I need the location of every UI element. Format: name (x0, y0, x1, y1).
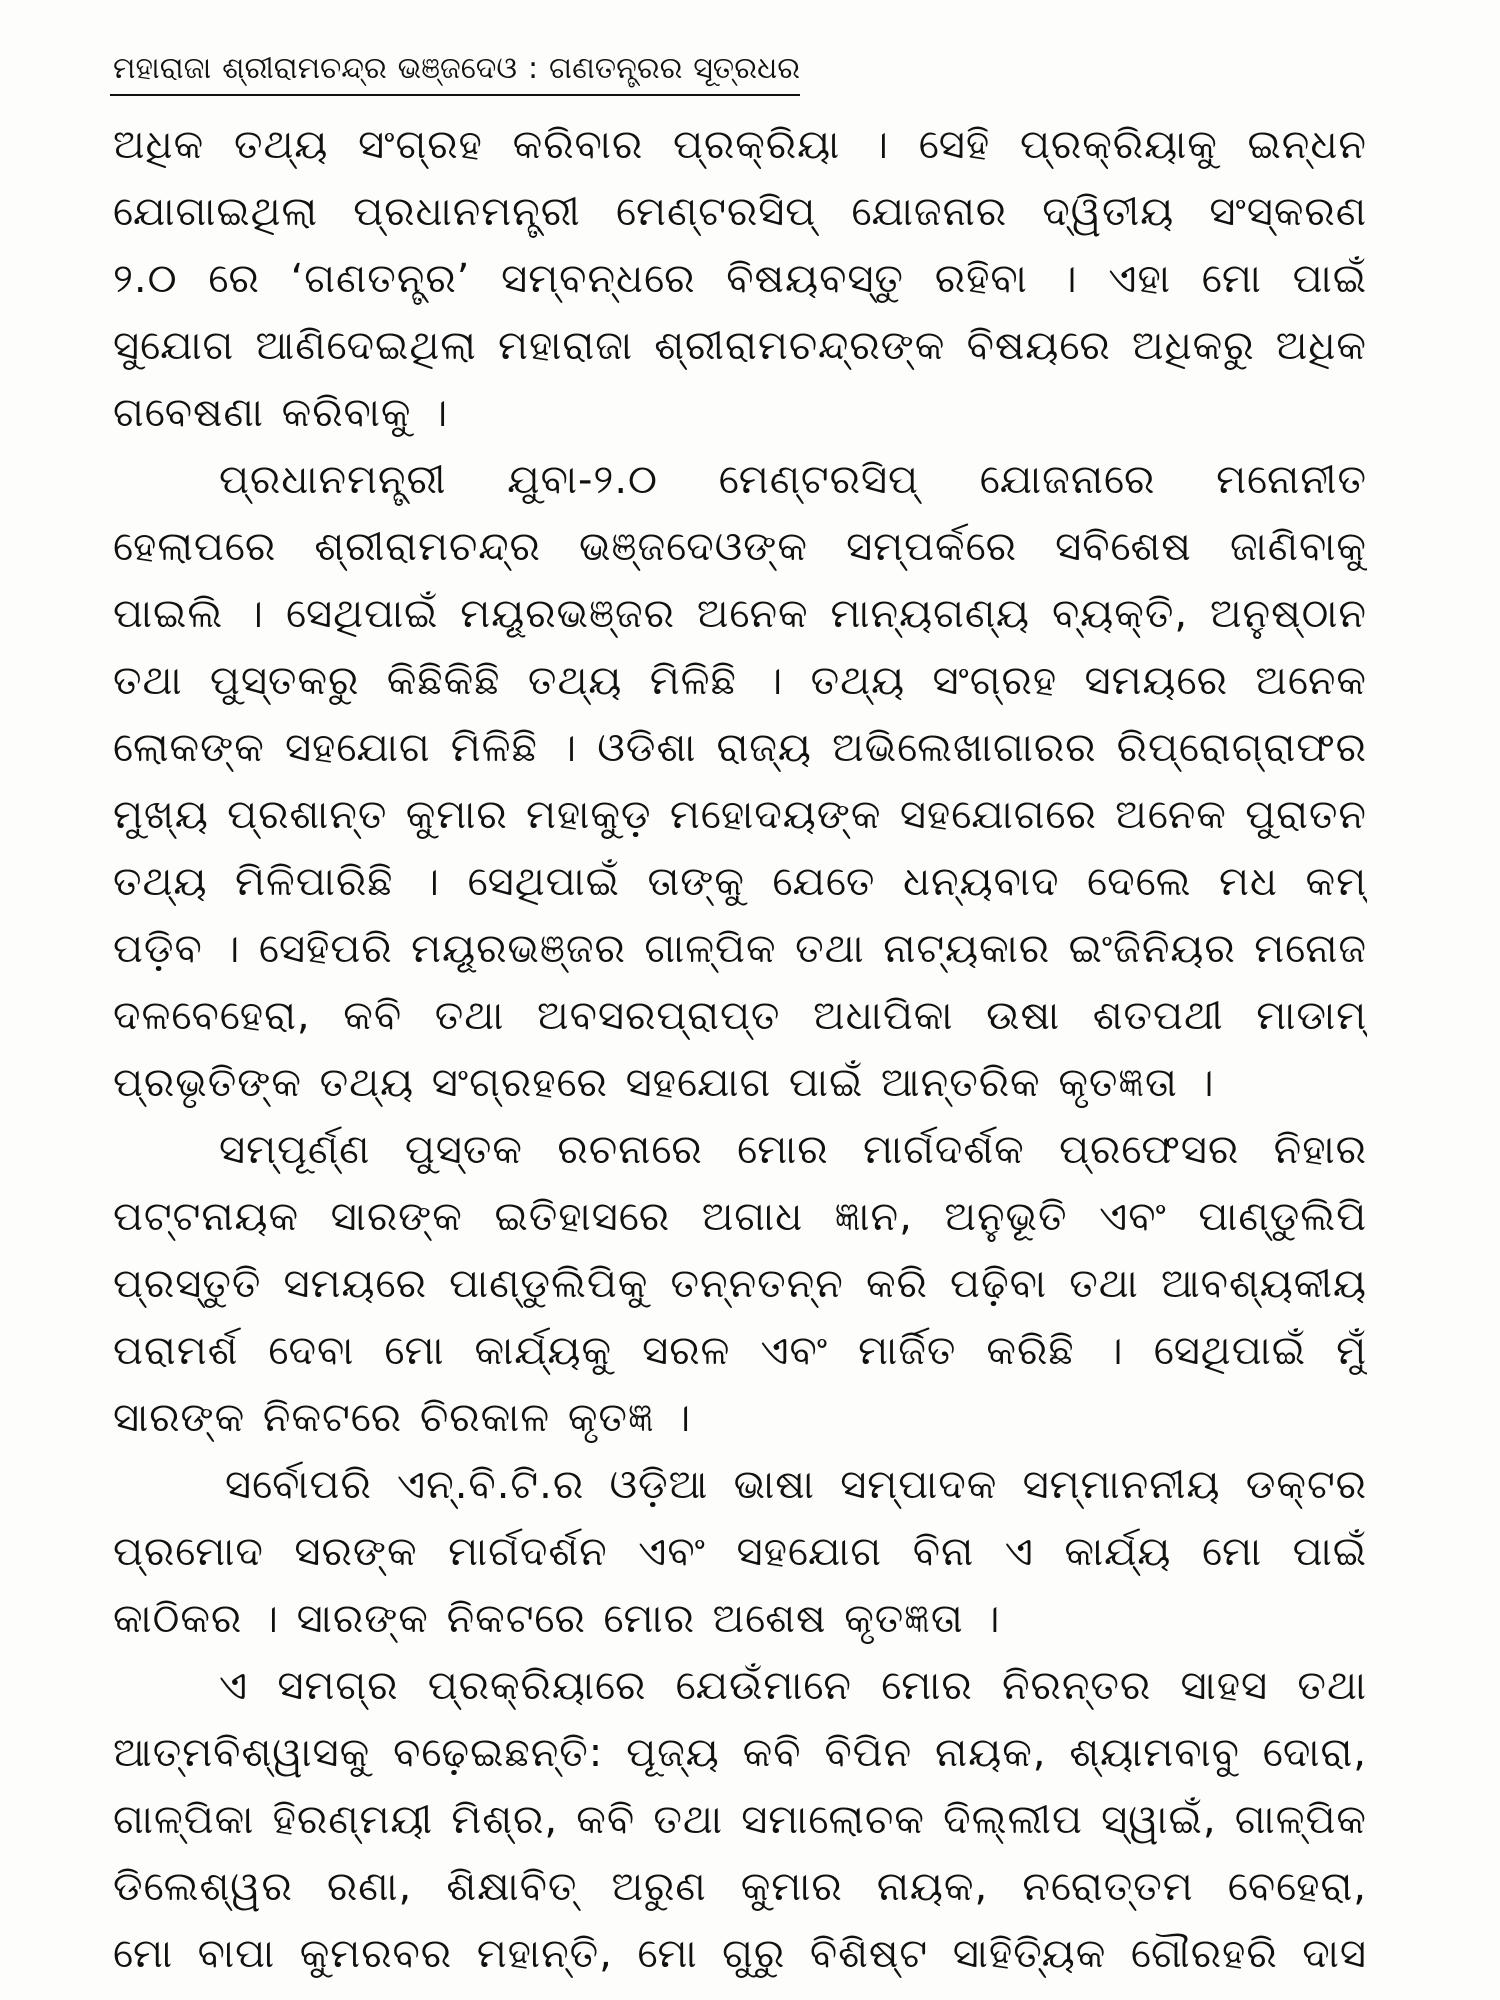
text-line: ତଥା ପୁସ୍ତକରୁ କିଛିକିଛି ତଥ୍ୟ ମିଳିଛି । ତଥ୍ୟ ସଂଗ୍ରହ ସମୟରେ ଅନେକ (113, 658, 1367, 704)
text-line: ମୋ ବାପା କୁମରବର ମହାନ୍ତି, ମୋ ଗୁରୁ ବିଶିଷ୍ଟ ସାହିତ୍ୟିକ ଗୌରହରି ଦାସ (113, 1931, 1367, 1977)
body-text (113, 112, 1367, 1988)
paragraph (113, 1653, 1367, 1988)
paragraph (113, 1452, 1367, 1653)
text-line: ପ୍ରଧାନମନ୍ତ୍ରୀ ଯୁବା-୨.୦ ମେଣ୍ଟରସିପ୍ ଯୋଜନାରେ ମନୋନୀତ (219, 457, 1367, 503)
text-line: ସମ୍ପୂର୍ଣ୍ଣ ପୁସ୍ତକ ରଚନାରେ ମୋର ମାର୍ଗଦର୍ଶକ ପ୍ରଫେସର ନିହାର (219, 1127, 1367, 1173)
text-line: ଲୋକଙ୍କ ସହଯୋଗ ମିଳିଛି । ଓଡିଶା ରାଜ୍ୟ ଅଭିଲେଖାଗାରର ରିପ୍ରୋଗ୍ରାଫର (113, 725, 1367, 771)
text-line: ଡିଲେଶ୍ୱର ରଣା, ଶିକ୍ଷାବିତ୍ ଅରୁଣ କୁମାର ନାୟକ, ନରୋତ୍ତମ ବେହେରା, (113, 1864, 1367, 1910)
text-line: ସର୍ବୋପରି ଏନ୍.ବି.ଟି.ର ଓଡ଼ିଆ ଭାଷା ସମ୍ପାଦକ ସମ୍ମାନନୀୟ ଡକ୍ଟର (225, 1462, 1367, 1508)
text-line: ଯୋଗାଇଥିଲା ପ୍ରଧାନମନ୍ତ୍ରୀ ମେଣ୍ଟରସିପ୍ ଯୋଜନାର ଦ୍ୱିତୀୟ ସଂସ୍କରଣ (113, 189, 1367, 235)
text-line: ପ୍ରସ୍ତୁତି ସମୟରେ ପାଣ୍ଡୁଲିପିକୁ ତନ୍ନତନ୍ନ କରି ପଢ଼ିବା ତଥା ଆବଶ୍ୟକୀୟ (113, 1261, 1367, 1307)
text-line: ୨.୦ ରେ ‘ଗଣତନ୍ତ୍ର’ ସମ୍ବନ୍ଧରେ ବିଷୟବସ୍ତୁ ରହିବା । ଏହା ମୋ ପାଇଁ (113, 256, 1367, 302)
text-line: ଦଳବେହେରା, କବି ତଥା ଅବସରପ୍ରାପ୍ତ ଅଧାପିକା ଉଷା ଶତପଥୀ ମାଡାମ୍ (113, 993, 1367, 1039)
text-line: ପ୍ରଭୃତିଙ୍କ ତଥ୍ୟ ସଂଗ୍ରହରେ ସହଯୋଗ ପାଇଁ ଆନ୍ତରିକ କୃତଜ୍ଞତା । (113, 1060, 1215, 1106)
running-header: ମହାରାଜା ଶ୍ରୀରାମଚନ୍ଦ୍ର ଭଞ୍ଜଦେଓ : ଗଣତନ୍ତ୍ରର ସୂତ୍ରଧର (110, 44, 800, 96)
text-line: ପ୍ରମୋଦ ସରଙ୍କ ମାର୍ଗଦର୍ଶନ ଏବଂ ସହଯୋଗ ବିନା ଏ କାର୍ଯ୍ୟ ମୋ ପାଇଁ (113, 1529, 1367, 1575)
paragraph (113, 1117, 1367, 1452)
text-line: ଏ ସମଗ୍ର ପ୍ରକ୍ରିୟାରେ ଯେଉଁମାନେ ମୋର ନିରନ୍ତର ସାହସ ତଥା (219, 1663, 1367, 1709)
paragraph (113, 112, 1367, 447)
text-line: ସାରଙ୍କ ନିକଟରେ ଚିରକାଳ କୃତଜ୍ଞ । (113, 1395, 692, 1441)
text-line: ପାଇଲି । ସେଥିପାଇଁ ମୟୂରଭଞ୍ଜର ଅନେକ ମାନ୍ୟଗଣ୍ୟ ବ୍ୟକ୍ତି, ଅନୁଷ୍ଠାନ (113, 591, 1367, 637)
text-line: ଗାଳ୍ପିକା ହିରଣ୍ମୟୀ ମିଶ୍ର, କବି ତଥା ସମାଲୋଚକ ଦିଲ୍ଲୀପ ସ୍ୱାଇଁ, ଗାଳ୍ପିକ (113, 1797, 1367, 1843)
text-line: କାଠିକର । ସାରଙ୍କ ନିକଟରେ ମୋର ଅଶେଷ କୃତଜ୍ଞତା । (113, 1596, 1001, 1642)
text-line: ଗବେଷଣା କରିବାକୁ । (113, 390, 449, 436)
text-line: ଆତ୍ମବିଶ୍ୱାସକୁ ବଢ଼େଇଛନ୍ତି: ପୂଜ୍ୟ କବି ବିପିନ ନାୟକ, ଶ୍ୟାମବାବୁ ଦୋରା, (113, 1730, 1367, 1776)
text-line: ସୁଯୋଗ ଆଣିଦେଇଥିଲା ମହାରାଜା ଶ୍ରୀରାମଚନ୍ଦ୍ରଙ୍କ ବିଷୟରେ ଅଧିକରୁ ଅଧିକ (113, 323, 1367, 369)
text-line: ପରାମର୍ଶ ଦେବା ମୋ କାର୍ଯ୍ୟକୁ ସରଳ ଏବଂ ମାର୍ଜିତ କରିଛି । ସେଥିପାଇଁ ମୁଁ (113, 1328, 1367, 1374)
text-line: ପଡ଼ିବ । ସେହିପରି ମୟୂରଭଞ୍ଜର ଗାଳ୍ପିକ ତଥା ନାଟ୍ୟକାର ଇଂଜିନିୟର ମନୋଜ (113, 926, 1367, 972)
text-line: ହେଲାପରେ ଶ୍ରୀରାମଚନ୍ଦ୍ର ଭଞ୍ଜଦେଓଙ୍କ ସମ୍ପର୍କରେ ସବିଶେଷ ଜାଣିବାକୁ (113, 524, 1367, 570)
text-line: ମୁଖ୍ୟ ପ୍ରଶାନ୍ତ କୁମାର ମହାକୁଡ଼ ମହୋଦୟଙ୍କ ସହଯୋଗରେ ଅନେକ ପୁରାତନ (113, 792, 1367, 838)
text-line: ପଟ୍ଟନାୟକ ସାରଙ୍କ ଇତିହାସରେ ଅଗାଧ ଜ୍ଞାନ, ଅନୁଭୂତି ଏବଂ ପାଣ୍ଡୁଲିପି (113, 1194, 1367, 1240)
text-line: ତଥ୍ୟ ମିଳିପାରିଛି । ସେଥିପାଇଁ ତାଙ୍କୁ ଯେତେ ଧନ୍ୟବାଦ ଦେଲେ ମଧ କମ୍ (113, 859, 1367, 905)
text-line: ଅଧିକ ତଥ୍ୟ ସଂଗ୍ରହ କରିବାର ପ୍ରକ୍ରିୟା । ସେହି ପ୍ରକ୍ରିୟାକୁ ଇନ୍ଧନ (113, 122, 1367, 168)
paragraph (113, 447, 1367, 1117)
